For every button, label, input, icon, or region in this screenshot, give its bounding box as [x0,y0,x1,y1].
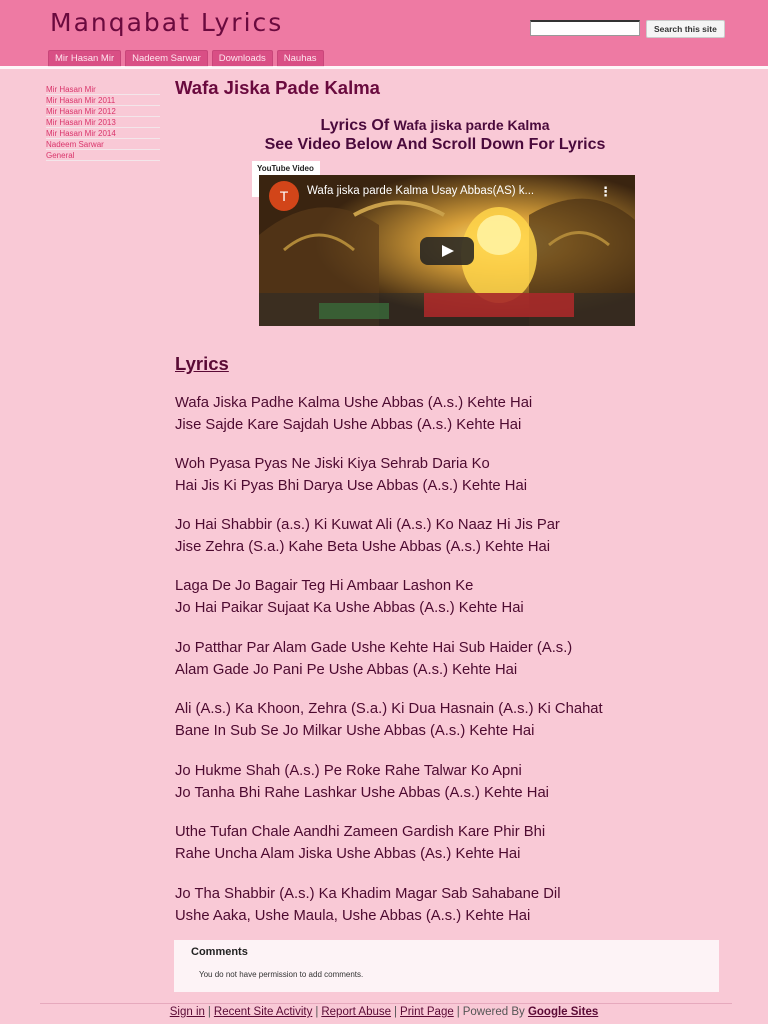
intro-prefix: Lyrics Of [320,117,390,134]
top-nav [48,50,324,67]
search-input[interactable] [530,20,640,36]
lyrics-stanza [175,883,735,927]
more-vert-icon[interactable]: ⋮ [599,184,612,199]
lyric-line: Laga De Jo Bagair Teg Hi Ambaar Lashon Ke [175,578,474,594]
google-sites-link[interactable]: Google Sites [527,1006,599,1018]
lyric-line: Woh Pyasa Pyas Ne Jiski Kiya Sehrab Daria Ko [175,456,490,472]
lyric-line: Alam Gade Jo Pani Pe Ushe Abbas (A.s.) Kehte Hai [175,662,518,678]
nav-tab-nauhas[interactable]: Nauhas [277,50,324,67]
lyric-line: Wafa Jiska Padhe Kalma Ushe Abbas (A.s.) Kehte Hai [175,395,533,411]
comments-permission-note: You do not have permission to add comments. [199,970,364,979]
sidebar-item-mir-hasan-mir-2012[interactable]: Mir Hasan Mir 2012 [46,106,160,117]
lyric-line: Ali (A.s.) Ka Khoon, Zehra (S.a.) Ki Dua Hasnain (A.s.) Ki Chahat [175,701,603,717]
footer-separator: | [394,1006,398,1018]
site-footer [0,1006,768,1018]
sidebar-item-mir-hasan-mir[interactable]: Mir Hasan Mir [46,84,160,95]
sidebar-item-nadeem-sarwar[interactable]: Nadeem Sarwar [46,139,160,150]
video-player[interactable] [259,175,635,326]
comments-section [174,940,719,992]
nav-tab-nadeem-sarwar[interactable]: Nadeem Sarwar [125,50,208,67]
lyrics-heading: Lyrics [175,353,229,374]
lyric-line: Rahe Uncha Alam Jiska Ushe Abbas (As.) Kehte Hai [175,846,521,862]
lyric-line: Jo Tha Shabbir (A.s.) Ka Khadim Magar Sab Sahabane Dil [175,886,561,902]
sidebar-item-mir-hasan-mir-2013[interactable]: Mir Hasan Mir 2013 [46,117,160,128]
channel-avatar[interactable]: T [269,181,299,211]
lyric-line: Bane In Sub Se Jo Milkar Ushe Abbas (A.s.) Kehte Hai [175,723,535,739]
search-button[interactable]: Search this site [646,20,725,38]
recent-activity-link[interactable]: Recent Site Activity [213,1006,313,1018]
lyrics-stanza [175,760,735,804]
nav-tab-downloads[interactable]: Downloads [212,50,273,67]
nav-tab-mir-hasan-mir[interactable]: Mir Hasan Mir [48,50,121,67]
lyric-line: Jo Patthar Par Alam Gade Ushe Kehte Hai Sub Haider (A.s.) [175,640,573,656]
lyric-line: Uthe Tufan Chale Aandhi Zameen Gardish Kare Phir Bhi [175,824,546,840]
lyric-line: Jise Sajde Kare Sajdah Ushe Abbas (A.s.) Kehte Hai [175,417,522,433]
footer-separator: | [207,1006,211,1018]
lyrics-stanza [175,392,735,436]
lyric-line: Jo Hai Shabbir (a.s.) Ki Kuwat Ali (A.s.) Ko Naaz Hi Jis Par [175,517,560,533]
report-abuse-link[interactable]: Report Abuse [321,1006,392,1018]
page-title: Wafa Jiska Pade Kalma [175,77,380,98]
lyric-line: Ushe Aaka, Ushe Maula, Ushe Abbas (A.s.) Kehte Hai [175,908,531,924]
youtube-video-label: YouTube Video [252,161,320,197]
header-divider [0,66,768,69]
site-header [0,0,768,66]
play-icon[interactable] [420,237,474,265]
powered-by-text: Powered By [462,1006,525,1018]
lyrics-stanza [175,453,735,497]
lyric-line: Jo Hukme Shah (A.s.) Pe Roke Rahe Talwar Ko Apni [175,763,522,779]
lyrics-stanza [175,575,735,619]
sidebar-item-general[interactable]: General [46,150,160,161]
lyrics-stanza [175,637,735,681]
video-title[interactable]: Wafa jiska parde Kalma Usay Abbas(AS) k... [307,185,535,197]
lyric-line: Jo Hai Paikar Sujaat Ka Ushe Abbas (A.s.) Kehte Hai [175,600,524,616]
sidebar-item-mir-hasan-mir-2011[interactable]: Mir Hasan Mir 2011 [46,95,160,106]
sidebar-nav [46,84,160,161]
lyrics-stanza [175,821,735,865]
comments-title: Comments [191,946,248,958]
sidebar-item-mir-hasan-mir-2014[interactable]: Mir Hasan Mir 2014 [46,128,160,139]
sign-in-link[interactable]: Sign in [169,1006,205,1018]
footer-separator: | [315,1006,319,1018]
lyrics-stanza [175,698,735,742]
intro-instruction: See Video Below And Scroll Down For Lyrics [264,136,606,153]
lyrics-stanza [175,514,735,558]
intro-heading [175,117,695,135]
footer-separator: | [456,1006,460,1018]
search-bar [530,20,725,38]
footer-divider [40,1003,732,1004]
intro-song-name: Wafa jiska parde Kalma [393,117,550,133]
lyric-line: Jo Tanha Bhi Rahe Lashkar Ushe Abbas (A.s.) Kehte Hai [175,785,549,801]
site-title[interactable]: Manqabat Lyrics [50,8,284,37]
lyric-line: Jise Zehra (S.a.) Kahe Beta Ushe Abbas (A.s.) Kehte Hai [175,539,551,555]
print-page-link[interactable]: Print Page [400,1006,454,1018]
lyric-line: Hai Jis Ki Pyas Bhi Darya Use Abbas (A.s.) Kehte Hai [175,478,527,494]
